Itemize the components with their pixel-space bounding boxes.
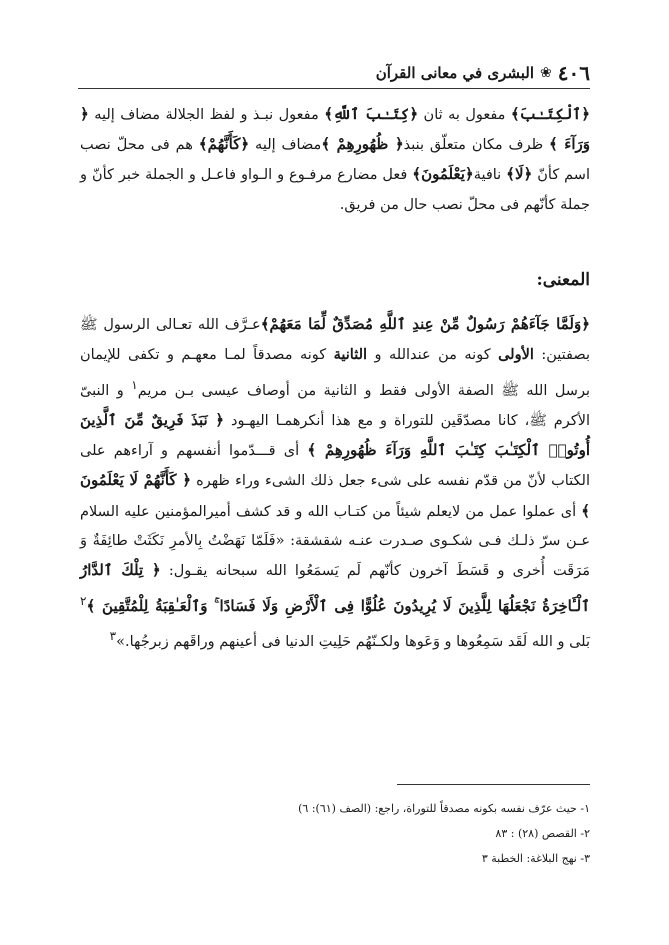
footnote-marker: ٢ — [80, 593, 87, 608]
text: مفعول نبـذ و لفظ الجلالة مضاف إليه — [88, 107, 325, 123]
quran-quote: ﴿لَا﴾ — [506, 165, 533, 184]
running-title: البشرى في معانى القرآن — [375, 64, 535, 82]
footnote: ٣- نهج البلاغة: الخطبة ٣ — [481, 852, 590, 865]
text: أى قـــدّموا أنفسهم و آراءهم على الكتاب لأنّ من قدّم نفسه على شىء جعل ذلك الشىء وراء ظهره — [80, 443, 590, 490]
footnote: ١- حيث عرّف نفسه بكونه مصدقاً للتوراة، راجع: (الصف (٦١): ٦) — [298, 802, 590, 815]
page-number: ٤٠٦ — [557, 61, 590, 85]
text: مفعول به ثان — [418, 107, 511, 123]
text: هم فى محلّ نصب اسم كأنّ — [80, 137, 590, 184]
quran-quote: ﴿كِتَـٰبَ ٱللَّهِ﴾ — [324, 105, 419, 123]
footnote: ٢- القصص (٢٨) : ٨٣ — [495, 827, 590, 840]
quran-quote: ﴿ تِلْكَ ٱلدَّارُ ٱلْـَٔاخِرَةُ نَجْعَلُهَا لِلَّذِينَ لَا يُرِيدُونَ عُلُوًّا فِى ٱلْأَرْضِ وَلَا فَسَادًا ۚ وَٱلْعَـٰقِبَةُ لِلْمُتَّقِينَ ﴾ — [80, 561, 590, 615]
text: نافية — [473, 167, 507, 184]
text: عـرَّف الله تعـالى الرسول ﷺ بصفتين: — [80, 317, 590, 364]
meaning-paragraph — [80, 310, 590, 657]
text: كونه مصدقاً لمـا معهـم و تكفى للإيمان برسل الله ﷺ الصفة الأولى فقط و الثانية من أوصاف عيسى بـن مريم — [80, 347, 590, 399]
text: بَلى و الله لَقَد سَمِعُوها و وَعَوها ولكـنّهُم حَلِيتِ الدنيا فى أعينهم وراقَهم زبرجُها.» — [116, 633, 590, 650]
quran-quote: ﴿ نَبَذَ فَرِيقٌ مِّنَ ٱلَّذِينَ أُوتُوا۟ ٱلْكِتَـٰبَ كِتَـٰبَ ٱللَّهِ وَرَآءَ ظُهُورِهِمْ ﴾ — [80, 410, 590, 460]
emphasis: الأولى — [498, 346, 534, 364]
footnotes — [300, 796, 590, 871]
quran-quote: ﴿ كَأَنَّهُمْ لَا يَعْلَمُونَ ﴾ — [80, 471, 590, 520]
page-header — [78, 58, 590, 89]
text: ظرف مكان متعلّق بنبذ — [403, 137, 549, 154]
quran-quote: ﴿وَلَمَّا جَآءَهُمْ رَسُولٌ مِّنْ عِندِ ٱللَّهِ مُصَدِّقٌ لِّمَا مَعَهُمْ﴾ — [260, 315, 590, 333]
text: مضاف إليه — [249, 137, 322, 154]
text: و النبىّ الأكرم ﷺ، كانا مصدّقَين للتوراة و مع هذا أنكرهمـا اليهـود — [80, 382, 590, 429]
quran-quote: ﴿ٱلْكِتَـٰبَ﴾ — [510, 105, 590, 123]
footnote-marker: ١ — [131, 377, 138, 392]
text: كونه من عندالله و — [367, 347, 499, 364]
quran-quote: ﴿ ظُهُورِهِمْ ﴾ — [321, 135, 404, 154]
flower-ornament-icon: ❀ — [540, 65, 552, 81]
emphasis: الثانية — [333, 346, 368, 364]
grammar-paragraph — [80, 100, 590, 220]
text: أى عملوا عمل من لايعلم شيئاً من كتـاب الله و قد كشف أميرالمؤمنين عليه السلام عـن سرّ ذلـك فـى شكـوى صـدرت عنـه شقشقة: «فَلَمّا نَهَضْتُ بِالأمرِ نَكَثَتْ طائِفَةٌ وَ مَرَقَت أُخرى و قَسَطَ آخرون كأنّهم لَم يَسمَعُوا الله سبحانه يقـول: — [80, 503, 590, 580]
quran-quote: ﴿كَأَنَّهُمْ﴾ — [198, 135, 250, 154]
section-heading: المعنى: — [536, 270, 590, 290]
footnote-marker: ٣ — [109, 628, 117, 643]
text: فعل مضارع مرفـوع و الـواو فاعـل و الجملة خبر كأنّ و جملة كأنّهم فى محلّ نصب حال من فريق. — [80, 167, 590, 213]
footnote-divider — [397, 784, 590, 785]
quran-quote: ﴿ وَرَآءَ ﴾ — [80, 105, 590, 154]
quran-quote: ﴿يَعْلَمُونَ﴾ — [412, 165, 474, 184]
